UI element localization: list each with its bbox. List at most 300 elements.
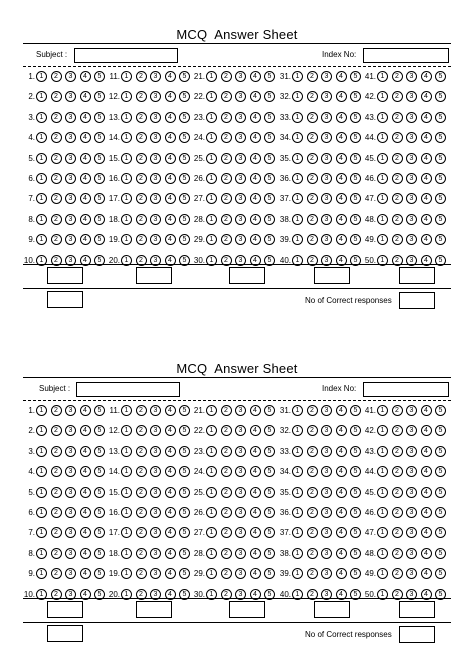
answer-bubble[interactable]: 4: [250, 507, 261, 518]
answer-bubble[interactable]: 3: [150, 153, 161, 164]
answer-bubble[interactable]: 4: [165, 132, 176, 143]
answer-bubble[interactable]: 5: [435, 405, 446, 416]
answer-bubble[interactable]: 4: [165, 214, 176, 225]
answer-bubble[interactable]: 2: [392, 193, 403, 204]
answer-bubble[interactable]: 2: [51, 466, 62, 477]
answer-bubble[interactable]: 5: [435, 153, 446, 164]
answer-bubble[interactable]: 5: [94, 589, 105, 600]
answer-bubble[interactable]: 3: [150, 487, 161, 498]
answer-bubble[interactable]: 1: [377, 405, 388, 416]
answer-bubble[interactable]: 1: [377, 589, 388, 600]
answer-bubble[interactable]: 5: [179, 487, 190, 498]
answer-bubble[interactable]: 5: [435, 193, 446, 204]
answer-bubble[interactable]: 3: [235, 507, 246, 518]
answer-bubble[interactable]: 3: [321, 466, 332, 477]
answer-bubble[interactable]: 1: [377, 548, 388, 559]
answer-bubble[interactable]: 1: [121, 214, 132, 225]
answer-bubble[interactable]: 2: [392, 173, 403, 184]
answer-bubble[interactable]: 2: [221, 255, 232, 266]
answer-bubble[interactable]: 3: [406, 548, 417, 559]
answer-bubble[interactable]: 1: [292, 255, 303, 266]
answer-bubble[interactable]: 3: [406, 487, 417, 498]
answer-bubble[interactable]: 2: [51, 132, 62, 143]
answer-bubble[interactable]: 1: [206, 132, 217, 143]
answer-bubble[interactable]: 1: [377, 132, 388, 143]
answer-bubble[interactable]: 1: [292, 487, 303, 498]
answer-bubble[interactable]: 3: [406, 173, 417, 184]
answer-bubble[interactable]: 2: [51, 568, 62, 579]
answer-bubble[interactable]: 2: [136, 466, 147, 477]
answer-bubble[interactable]: 4: [250, 425, 261, 436]
subject-field[interactable]: [74, 48, 178, 63]
answer-bubble[interactable]: 2: [307, 112, 318, 123]
answer-bubble[interactable]: 3: [150, 405, 161, 416]
answer-bubble[interactable]: 3: [150, 214, 161, 225]
answer-bubble[interactable]: 4: [250, 153, 261, 164]
answer-bubble[interactable]: 3: [65, 173, 76, 184]
answer-bubble[interactable]: 3: [150, 589, 161, 600]
answer-bubble[interactable]: 1: [377, 446, 388, 457]
answer-bubble[interactable]: 4: [165, 548, 176, 559]
answer-bubble[interactable]: 2: [136, 446, 147, 457]
answer-bubble[interactable]: 4: [250, 173, 261, 184]
answer-bubble[interactable]: 5: [350, 112, 361, 123]
total-box[interactable]: [47, 291, 83, 308]
answer-bubble[interactable]: 5: [179, 548, 190, 559]
answer-bubble[interactable]: 3: [150, 507, 161, 518]
answer-bubble[interactable]: 1: [206, 487, 217, 498]
answer-bubble[interactable]: 3: [406, 153, 417, 164]
answer-bubble[interactable]: 3: [235, 527, 246, 538]
answer-bubble[interactable]: 1: [206, 255, 217, 266]
answer-bubble[interactable]: 5: [435, 214, 446, 225]
answer-bubble[interactable]: 3: [235, 234, 246, 245]
answer-bubble[interactable]: 4: [80, 71, 91, 82]
answer-bubble[interactable]: 3: [150, 193, 161, 204]
answer-bubble[interactable]: 2: [392, 507, 403, 518]
answer-bubble[interactable]: 5: [94, 487, 105, 498]
answer-bubble[interactable]: 1: [36, 173, 47, 184]
answer-bubble[interactable]: 3: [65, 71, 76, 82]
answer-bubble[interactable]: 4: [336, 234, 347, 245]
answer-bubble[interactable]: 4: [250, 487, 261, 498]
answer-bubble[interactable]: 2: [392, 589, 403, 600]
answer-bubble[interactable]: 1: [292, 234, 303, 245]
answer-bubble[interactable]: 2: [51, 548, 62, 559]
answer-bubble[interactable]: 1: [292, 132, 303, 143]
answer-bubble[interactable]: 3: [150, 71, 161, 82]
answer-bubble[interactable]: 4: [336, 548, 347, 559]
answer-bubble[interactable]: 1: [377, 112, 388, 123]
answer-bubble[interactable]: 3: [406, 112, 417, 123]
answer-bubble[interactable]: 3: [406, 193, 417, 204]
answer-bubble[interactable]: 2: [51, 234, 62, 245]
answer-bubble[interactable]: 4: [80, 173, 91, 184]
answer-bubble[interactable]: 2: [307, 193, 318, 204]
answer-bubble[interactable]: 4: [421, 132, 432, 143]
answer-bubble[interactable]: 4: [80, 527, 91, 538]
answer-bubble[interactable]: 3: [150, 91, 161, 102]
answer-bubble[interactable]: 1: [36, 568, 47, 579]
answer-bubble[interactable]: 1: [121, 193, 132, 204]
answer-bubble[interactable]: 4: [250, 234, 261, 245]
answer-bubble[interactable]: 1: [121, 91, 132, 102]
answer-bubble[interactable]: 1: [206, 527, 217, 538]
answer-bubble[interactable]: 3: [406, 589, 417, 600]
answer-bubble[interactable]: 5: [264, 425, 275, 436]
answer-bubble[interactable]: 2: [51, 446, 62, 457]
answer-bubble[interactable]: 3: [321, 507, 332, 518]
answer-bubble[interactable]: 3: [65, 91, 76, 102]
answer-bubble[interactable]: 5: [264, 466, 275, 477]
answer-bubble[interactable]: 5: [350, 193, 361, 204]
answer-bubble[interactable]: 2: [136, 425, 147, 436]
answer-bubble[interactable]: 4: [165, 527, 176, 538]
answer-bubble[interactable]: 2: [221, 71, 232, 82]
answer-bubble[interactable]: 4: [421, 548, 432, 559]
answer-bubble[interactable]: 2: [307, 446, 318, 457]
answer-bubble[interactable]: 3: [65, 507, 76, 518]
answer-bubble[interactable]: 5: [179, 153, 190, 164]
answer-bubble[interactable]: 4: [250, 71, 261, 82]
answer-bubble[interactable]: 3: [321, 153, 332, 164]
answer-bubble[interactable]: 3: [406, 507, 417, 518]
answer-bubble[interactable]: 2: [221, 589, 232, 600]
answer-bubble[interactable]: 5: [94, 112, 105, 123]
answer-bubble[interactable]: 5: [350, 234, 361, 245]
answer-bubble[interactable]: 5: [264, 446, 275, 457]
answer-bubble[interactable]: 1: [206, 405, 217, 416]
answer-bubble[interactable]: 1: [377, 214, 388, 225]
answer-bubble[interactable]: 3: [150, 425, 161, 436]
answer-bubble[interactable]: 1: [292, 153, 303, 164]
answer-bubble[interactable]: 5: [94, 527, 105, 538]
answer-bubble[interactable]: 3: [150, 112, 161, 123]
answer-bubble[interactable]: 4: [421, 71, 432, 82]
answer-bubble[interactable]: 2: [136, 214, 147, 225]
answer-bubble[interactable]: 5: [435, 255, 446, 266]
answer-bubble[interactable]: 2: [392, 91, 403, 102]
answer-bubble[interactable]: 3: [65, 153, 76, 164]
answer-bubble[interactable]: 5: [94, 255, 105, 266]
answer-bubble[interactable]: 3: [150, 173, 161, 184]
answer-bubble[interactable]: 1: [292, 173, 303, 184]
answer-bubble[interactable]: 2: [136, 589, 147, 600]
answer-bubble[interactable]: 2: [392, 487, 403, 498]
answer-bubble[interactable]: 5: [179, 132, 190, 143]
answer-bubble[interactable]: 3: [406, 91, 417, 102]
answer-bubble[interactable]: 5: [435, 173, 446, 184]
answer-bubble[interactable]: 3: [65, 487, 76, 498]
answer-bubble[interactable]: 1: [121, 548, 132, 559]
answer-bubble[interactable]: 2: [51, 589, 62, 600]
answer-bubble[interactable]: 2: [221, 193, 232, 204]
answer-bubble[interactable]: 1: [36, 487, 47, 498]
answer-bubble[interactable]: 3: [406, 255, 417, 266]
answer-bubble[interactable]: 1: [377, 193, 388, 204]
answer-bubble[interactable]: 4: [336, 132, 347, 143]
answer-bubble[interactable]: 2: [136, 193, 147, 204]
answer-bubble[interactable]: 4: [421, 425, 432, 436]
answer-bubble[interactable]: 2: [307, 132, 318, 143]
answer-bubble[interactable]: 4: [421, 112, 432, 123]
answer-bubble[interactable]: 3: [321, 527, 332, 538]
answer-bubble[interactable]: 4: [80, 487, 91, 498]
answer-bubble[interactable]: 2: [136, 255, 147, 266]
answer-bubble[interactable]: 2: [307, 425, 318, 436]
answer-bubble[interactable]: 2: [221, 507, 232, 518]
answer-bubble[interactable]: 5: [179, 71, 190, 82]
answer-bubble[interactable]: 3: [321, 214, 332, 225]
answer-bubble[interactable]: 3: [321, 91, 332, 102]
answer-bubble[interactable]: 2: [136, 91, 147, 102]
answer-bubble[interactable]: 5: [435, 487, 446, 498]
column-score-box[interactable]: [314, 267, 350, 284]
answer-bubble[interactable]: 1: [292, 214, 303, 225]
answer-bubble[interactable]: 4: [80, 425, 91, 436]
answer-bubble[interactable]: 3: [321, 589, 332, 600]
answer-bubble[interactable]: 4: [165, 71, 176, 82]
answer-bubble[interactable]: 5: [94, 425, 105, 436]
answer-bubble[interactable]: 5: [179, 193, 190, 204]
answer-bubble[interactable]: 2: [392, 446, 403, 457]
answer-bubble[interactable]: 2: [136, 112, 147, 123]
answer-bubble[interactable]: 5: [435, 507, 446, 518]
answer-bubble[interactable]: 5: [264, 507, 275, 518]
answer-bubble[interactable]: 3: [406, 446, 417, 457]
answer-bubble[interactable]: 2: [392, 548, 403, 559]
answer-bubble[interactable]: 4: [336, 153, 347, 164]
answer-bubble[interactable]: 3: [235, 548, 246, 559]
answer-bubble[interactable]: 2: [51, 527, 62, 538]
answer-bubble[interactable]: 1: [206, 214, 217, 225]
answer-bubble[interactable]: 3: [321, 193, 332, 204]
answer-bubble[interactable]: 1: [36, 255, 47, 266]
answer-bubble[interactable]: 4: [250, 446, 261, 457]
answer-bubble[interactable]: 4: [165, 568, 176, 579]
answer-bubble[interactable]: 2: [307, 527, 318, 538]
answer-bubble[interactable]: 3: [235, 71, 246, 82]
answer-bubble[interactable]: 2: [51, 255, 62, 266]
answer-bubble[interactable]: 3: [235, 173, 246, 184]
answer-bubble[interactable]: 4: [336, 589, 347, 600]
answer-bubble[interactable]: 3: [321, 405, 332, 416]
answer-bubble[interactable]: 1: [121, 487, 132, 498]
answer-bubble[interactable]: 4: [80, 214, 91, 225]
answer-bubble[interactable]: 3: [321, 487, 332, 498]
answer-bubble[interactable]: 2: [51, 193, 62, 204]
answer-bubble[interactable]: 1: [206, 173, 217, 184]
answer-bubble[interactable]: 2: [307, 548, 318, 559]
answer-bubble[interactable]: 3: [150, 466, 161, 477]
answer-bubble[interactable]: 4: [165, 153, 176, 164]
answer-bubble[interactable]: 3: [235, 425, 246, 436]
answer-bubble[interactable]: 3: [235, 193, 246, 204]
answer-bubble[interactable]: 2: [221, 405, 232, 416]
answer-bubble[interactable]: 4: [250, 214, 261, 225]
answer-bubble[interactable]: 5: [179, 234, 190, 245]
answer-bubble[interactable]: 5: [350, 132, 361, 143]
answer-bubble[interactable]: 1: [206, 193, 217, 204]
answer-bubble[interactable]: 5: [264, 71, 275, 82]
answer-bubble[interactable]: 3: [406, 234, 417, 245]
answer-bubble[interactable]: 3: [235, 153, 246, 164]
answer-bubble[interactable]: 5: [435, 527, 446, 538]
answer-bubble[interactable]: 4: [336, 507, 347, 518]
answer-bubble[interactable]: 4: [165, 466, 176, 477]
answer-bubble[interactable]: 3: [406, 466, 417, 477]
answer-bubble[interactable]: 1: [292, 112, 303, 123]
answer-bubble[interactable]: 4: [250, 405, 261, 416]
answer-bubble[interactable]: 1: [121, 507, 132, 518]
answer-bubble[interactable]: 5: [350, 71, 361, 82]
column-score-box[interactable]: [399, 601, 435, 618]
answer-bubble[interactable]: 5: [179, 214, 190, 225]
answer-bubble[interactable]: 4: [250, 548, 261, 559]
answer-bubble[interactable]: 5: [435, 91, 446, 102]
answer-bubble[interactable]: 5: [94, 132, 105, 143]
answer-bubble[interactable]: 3: [65, 193, 76, 204]
answer-bubble[interactable]: 4: [336, 446, 347, 457]
answer-bubble[interactable]: 5: [264, 132, 275, 143]
answer-bubble[interactable]: 1: [206, 446, 217, 457]
answer-bubble[interactable]: 4: [421, 507, 432, 518]
answer-bubble[interactable]: 4: [250, 91, 261, 102]
answer-bubble[interactable]: 1: [36, 234, 47, 245]
answer-bubble[interactable]: 5: [264, 193, 275, 204]
answer-bubble[interactable]: 2: [307, 173, 318, 184]
answer-bubble[interactable]: 4: [165, 91, 176, 102]
answer-bubble[interactable]: 1: [377, 527, 388, 538]
answer-bubble[interactable]: 5: [350, 466, 361, 477]
answer-bubble[interactable]: 5: [350, 405, 361, 416]
answer-bubble[interactable]: 5: [264, 548, 275, 559]
answer-bubble[interactable]: 4: [250, 568, 261, 579]
answer-bubble[interactable]: 1: [121, 255, 132, 266]
answer-bubble[interactable]: 5: [264, 173, 275, 184]
answer-bubble[interactable]: 4: [80, 255, 91, 266]
answer-bubble[interactable]: 4: [250, 112, 261, 123]
answer-bubble[interactable]: 5: [179, 589, 190, 600]
answer-bubble[interactable]: 1: [377, 71, 388, 82]
answer-bubble[interactable]: 2: [221, 132, 232, 143]
answer-bubble[interactable]: 5: [350, 487, 361, 498]
answer-bubble[interactable]: 3: [235, 132, 246, 143]
answer-bubble[interactable]: 4: [80, 446, 91, 457]
answer-bubble[interactable]: 5: [179, 112, 190, 123]
answer-bubble[interactable]: 1: [121, 425, 132, 436]
answer-bubble[interactable]: 1: [292, 568, 303, 579]
answer-bubble[interactable]: 4: [421, 255, 432, 266]
answer-bubble[interactable]: 1: [206, 548, 217, 559]
answer-bubble[interactable]: 2: [307, 487, 318, 498]
answer-bubble[interactable]: 3: [235, 487, 246, 498]
answer-bubble[interactable]: 4: [421, 214, 432, 225]
answer-bubble[interactable]: 4: [80, 466, 91, 477]
answer-bubble[interactable]: 2: [136, 132, 147, 143]
answer-bubble[interactable]: 5: [94, 234, 105, 245]
answer-bubble[interactable]: 2: [392, 255, 403, 266]
answer-bubble[interactable]: 5: [179, 255, 190, 266]
answer-bubble[interactable]: 5: [94, 173, 105, 184]
answer-bubble[interactable]: 3: [321, 71, 332, 82]
answer-bubble[interactable]: 5: [264, 589, 275, 600]
answer-bubble[interactable]: 2: [221, 446, 232, 457]
answer-bubble[interactable]: 2: [136, 548, 147, 559]
answer-bubble[interactable]: 1: [36, 193, 47, 204]
correct-responses-box[interactable]: [399, 292, 435, 309]
answer-bubble[interactable]: 1: [121, 153, 132, 164]
answer-bubble[interactable]: 2: [136, 568, 147, 579]
answer-bubble[interactable]: 1: [206, 589, 217, 600]
answer-bubble[interactable]: 5: [350, 153, 361, 164]
answer-bubble[interactable]: 4: [336, 568, 347, 579]
answer-bubble[interactable]: 5: [179, 568, 190, 579]
answer-bubble[interactable]: 5: [350, 214, 361, 225]
answer-bubble[interactable]: 4: [165, 487, 176, 498]
answer-bubble[interactable]: 2: [392, 71, 403, 82]
answer-bubble[interactable]: 5: [94, 405, 105, 416]
answer-bubble[interactable]: 5: [264, 112, 275, 123]
answer-bubble[interactable]: 2: [221, 568, 232, 579]
answer-bubble[interactable]: 3: [321, 568, 332, 579]
answer-bubble[interactable]: 5: [435, 132, 446, 143]
answer-bubble[interactable]: 3: [150, 255, 161, 266]
answer-bubble[interactable]: 3: [65, 234, 76, 245]
answer-bubble[interactable]: 2: [307, 466, 318, 477]
answer-bubble[interactable]: 5: [435, 425, 446, 436]
answer-bubble[interactable]: 2: [136, 173, 147, 184]
answer-bubble[interactable]: 3: [65, 527, 76, 538]
answer-bubble[interactable]: 5: [435, 446, 446, 457]
answer-bubble[interactable]: 3: [65, 405, 76, 416]
answer-bubble[interactable]: 2: [221, 548, 232, 559]
answer-bubble[interactable]: 4: [165, 112, 176, 123]
answer-bubble[interactable]: 1: [121, 71, 132, 82]
column-score-box[interactable]: [314, 601, 350, 618]
answer-bubble[interactable]: 3: [321, 255, 332, 266]
answer-bubble[interactable]: 5: [350, 589, 361, 600]
answer-bubble[interactable]: 4: [80, 234, 91, 245]
answer-bubble[interactable]: 1: [36, 112, 47, 123]
answer-bubble[interactable]: 5: [94, 153, 105, 164]
answer-bubble[interactable]: 4: [250, 466, 261, 477]
answer-bubble[interactable]: 5: [94, 507, 105, 518]
answer-bubble[interactable]: 4: [421, 487, 432, 498]
answer-bubble[interactable]: 2: [307, 214, 318, 225]
answer-bubble[interactable]: 2: [221, 527, 232, 538]
answer-bubble[interactable]: 4: [165, 589, 176, 600]
answer-bubble[interactable]: 2: [221, 425, 232, 436]
answer-bubble[interactable]: 1: [206, 425, 217, 436]
answer-bubble[interactable]: 3: [235, 589, 246, 600]
answer-bubble[interactable]: 5: [435, 589, 446, 600]
answer-bubble[interactable]: 4: [421, 193, 432, 204]
answer-bubble[interactable]: 2: [51, 71, 62, 82]
answer-bubble[interactable]: 4: [165, 193, 176, 204]
answer-bubble[interactable]: 3: [65, 425, 76, 436]
column-score-box[interactable]: [47, 601, 83, 618]
answer-bubble[interactable]: 2: [392, 568, 403, 579]
answer-bubble[interactable]: 2: [221, 466, 232, 477]
answer-bubble[interactable]: 1: [206, 153, 217, 164]
answer-bubble[interactable]: 2: [307, 507, 318, 518]
answer-bubble[interactable]: 3: [65, 568, 76, 579]
answer-bubble[interactable]: 5: [94, 214, 105, 225]
answer-bubble[interactable]: 1: [36, 466, 47, 477]
answer-bubble[interactable]: 1: [36, 507, 47, 518]
answer-bubble[interactable]: 4: [336, 193, 347, 204]
